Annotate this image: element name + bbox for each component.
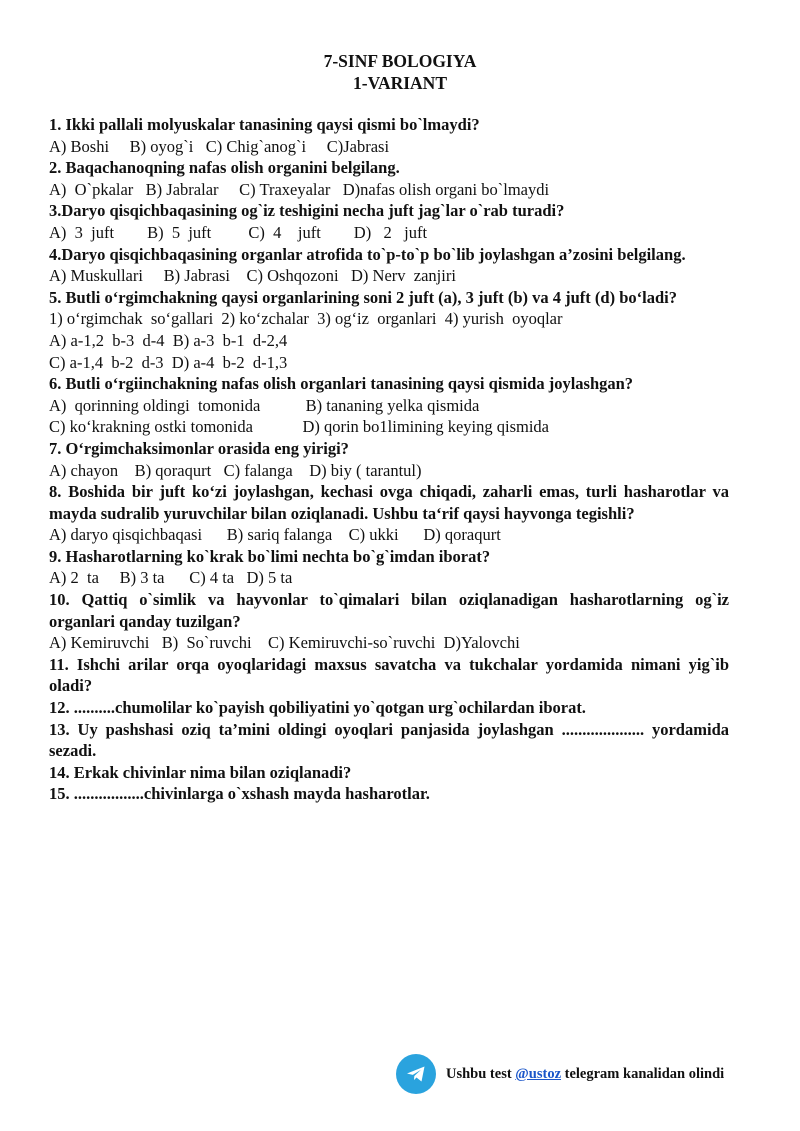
- footer-text: [446, 1066, 724, 1083]
- answer-options: C) a-1,4 b-2 d-3 D) a-4 b-2 d-1,3: [49, 352, 288, 372]
- answer-options: A) chayon B) qoraqurt C) falanga D) biy ( tarantul): [49, 460, 422, 480]
- question-text: 3.Daryo qisqichbaqasining og`iz teshigini necha juft jag`lar o`rab turadi?: [49, 201, 565, 221]
- answer-options: C) ko‘krakning ostki tomonida D) qorin bo1limining keying qismida: [49, 417, 550, 437]
- answer-options: 1) o‘rgimchak so‘gallari 2) ko‘zchalar 3) og‘iz organlari 4) yurish oyoqlar: [49, 309, 563, 329]
- answer-options: A) 2 ta B) 3 ta C) 4 ta D) 5 ta: [49, 568, 293, 588]
- page-header: [0, 50, 800, 94]
- question-text: 4.Daryo qisqichbaqasining organlar atrofida to`p-to`p bo`lib joylashgan a’zosini belgilang.: [49, 244, 686, 264]
- question-text: 9. Hasharotlarning ko`krak bo`limi nechta bo`g`imdan iborat?: [49, 546, 491, 566]
- question-text: 7. O‘rgimchaksimonlar orasida eng yirigi?: [49, 438, 349, 458]
- question-text: 5. Butli o‘rgimchakning qaysi organlarining soni 2 juft (a), 3 juft (b) va 4 juft (d) bo‘ladi?: [49, 287, 677, 307]
- telegram-icon[interactable]: [396, 1054, 436, 1094]
- answer-options: A) Boshi B) oyog`i C) Chig`anog`i C)Jabrasi: [49, 136, 390, 156]
- question-text: 10. Qattiq o`simlik va hayvonlar to`qimalari bilan oziqlanadigan hasharotlarning og`iz organlari qanday tuzilgan?: [49, 590, 729, 631]
- answer-options: A) Muskullari B) Jabrasi C) Oshqozoni D) Nerv zanjiri: [49, 266, 456, 286]
- question-text: 13. Uy pashshasi oziq ta’mini oldingi oyoqlari panjasida joylashgan .................... yordamida sezadi.: [49, 719, 729, 761]
- footer-prefix: Ushbu test: [446, 1065, 516, 1082]
- answer-options: A) 3 juft B) 5 juft C) 4 juft D) 2 juft: [49, 222, 428, 242]
- page-title: 7-SINF BOLOGIYA: [323, 51, 477, 71]
- answer-options: A) a-1,2 b-3 d-4 B) a-3 b-1 d-2,4: [49, 330, 288, 350]
- question-text: 1. Ikki pallali molyuskalar tanasining qaysi qismi bo`lmaydi?: [49, 115, 480, 134]
- answer-options: A) daryo qisqichbaqasi B) sariq falanga C) ukki D) qoraqurt: [49, 525, 501, 545]
- answer-options: A) O`pkalar B) Jabralar C) Traxeyalar D)nafas olish organi bo`lmaydi: [49, 179, 550, 199]
- question-text: 11. Ishchi arilar orqa oyoqlaridagi maxsus savatcha va tukchalar yordamida nimani yig`ib oladi?: [49, 654, 729, 696]
- question-text: 15. .................chivinlarga o`xshash mayda hasharotlar.: [49, 784, 430, 804]
- question-list: [49, 114, 729, 805]
- footer-suffix: telegram kanalidan olindi: [561, 1065, 725, 1082]
- answer-options: A) Kemiruvchi B) So`ruvchi C) Kemiruvchi-so`ruvchi D)Yalovchi: [49, 633, 520, 653]
- footer-credit: [396, 1052, 776, 1096]
- answer-options: A) qorinning oldingi tomonida B) tananing yelka qismida: [49, 395, 480, 415]
- question-text: 14. Erkak chivinlar nima bilan oziqlanadi?: [49, 762, 352, 782]
- channel-link[interactable]: @ustoz: [515, 1065, 562, 1082]
- variant-label: 1-VARIANT: [353, 73, 447, 93]
- question-text: 12. ..........chumolilar ko`payish qobiliyatini yo`qotgan urg`ochilardan iborat.: [49, 698, 586, 718]
- question-text: 6. Butli o‘rgiinchakning nafas olish organlari tanasining qaysi qismida joylashgan?: [49, 374, 634, 394]
- question-text: 2. Baqachanoqning nafas olish organini belgilang.: [49, 158, 400, 178]
- question-text: 8. Boshida bir juft ko‘zi joylashgan, kechasi ovga chiqadi, zaharli emas, turli hasharotlar va mayda sudralib yuruvchilar bilan oziqlanadi. Ushbu ta‘rif qaysi hayvonga tegishli?: [49, 482, 729, 523]
